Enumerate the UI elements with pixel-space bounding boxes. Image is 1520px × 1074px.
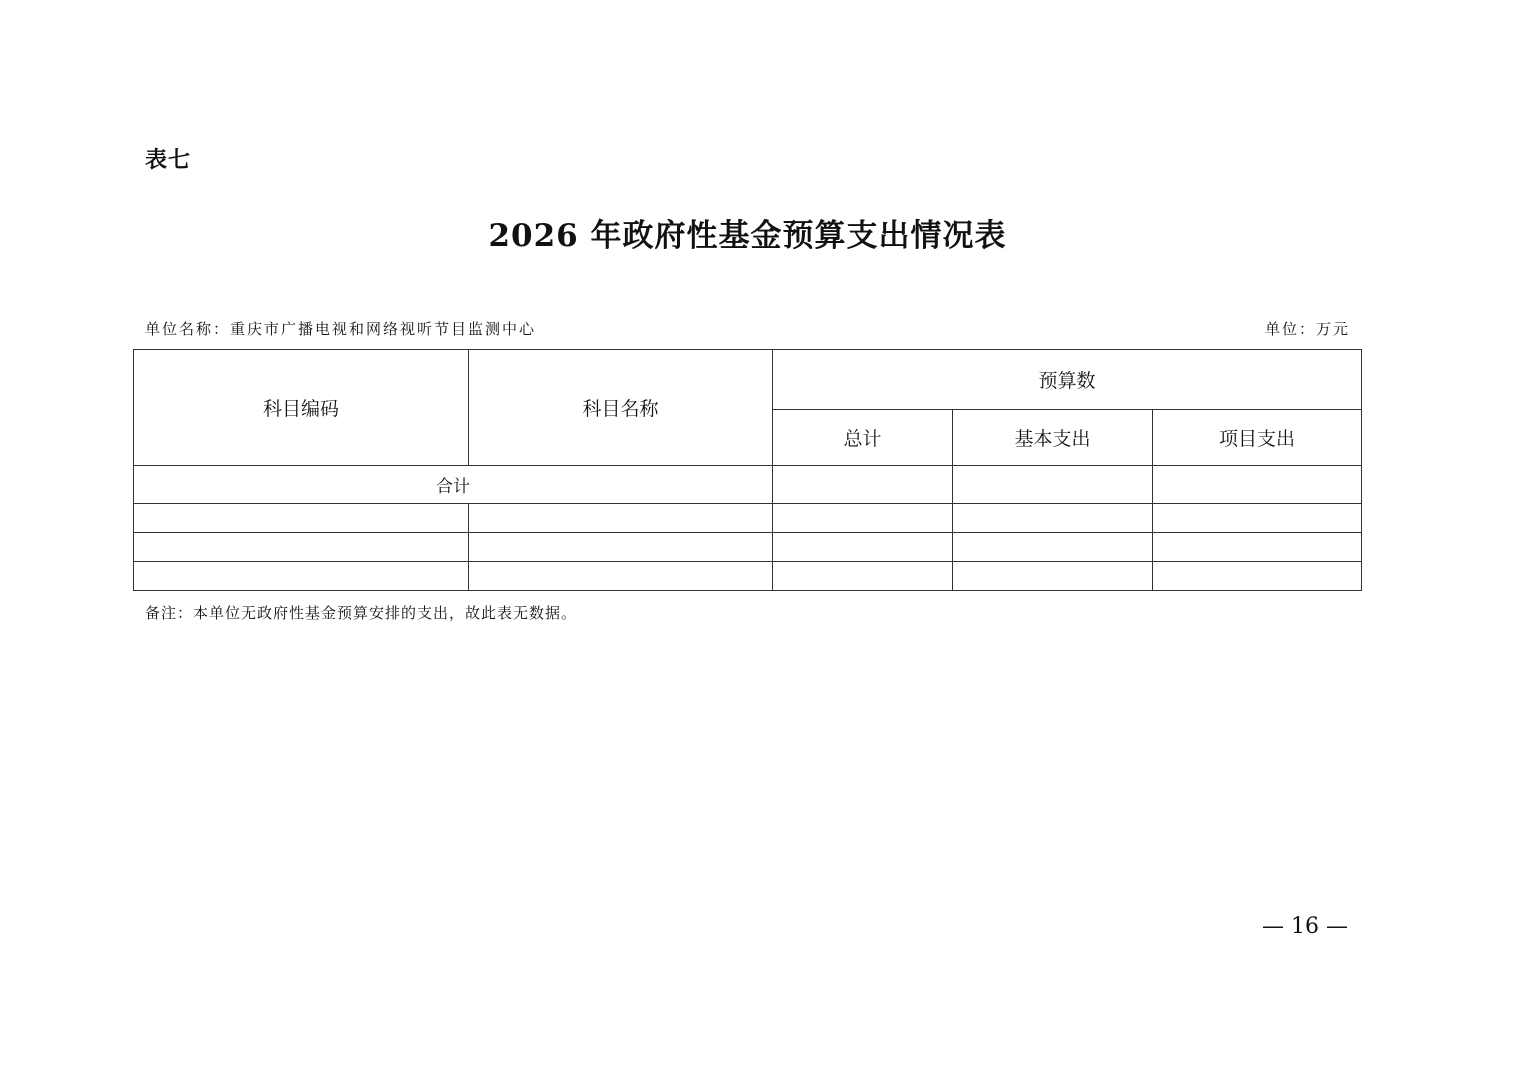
header-subject-name: 科目名称 [469, 350, 773, 466]
document-title: 2026 年政府性基金预算支出情况表 [488, 218, 1007, 254]
cell-basic-expense [953, 504, 1153, 533]
total-row-project-cell [1153, 466, 1362, 504]
cell-subject-code [134, 562, 469, 591]
cell-project-expense [1153, 504, 1362, 533]
cell-project-expense [1153, 533, 1362, 562]
cell-subject-name [469, 533, 773, 562]
cell-subject-code [134, 533, 469, 562]
header-subject-code: 科目编码 [134, 350, 469, 466]
cell-subject-name [469, 504, 773, 533]
table-number-label: 表七 [145, 148, 192, 173]
total-row-total-cell [773, 466, 953, 504]
header-total: 总计 [773, 410, 953, 466]
total-row-label: 合计 [134, 466, 773, 504]
header-project-expense: 项目支出 [1153, 410, 1362, 466]
budget-expenditure-table [133, 349, 1362, 591]
currency-unit-label: 单位：万元 [1264, 320, 1350, 338]
header-basic-expense: 基本支出 [953, 410, 1153, 466]
cell-total [773, 533, 953, 562]
table-footnote: 备注：本单位无政府性基金预算安排的支出，故此表无数据。 [145, 604, 578, 622]
table-row [134, 533, 1362, 562]
cell-basic-expense [953, 533, 1153, 562]
total-row [134, 466, 1362, 504]
table-row [134, 504, 1362, 533]
cell-subject-name [469, 562, 773, 591]
cell-total [773, 562, 953, 591]
page-number: — 16 — [1262, 914, 1348, 939]
table-row [134, 562, 1362, 591]
cell-basic-expense [953, 562, 1153, 591]
unit-name-label: 单位名称：重庆市广播电视和网络视听节目监测中心 [145, 320, 537, 338]
cell-project-expense [1153, 562, 1362, 591]
header-budget-group: 预算数 [773, 350, 1362, 410]
total-row-basic-cell [953, 466, 1153, 504]
cell-subject-code [134, 504, 469, 533]
cell-total [773, 504, 953, 533]
